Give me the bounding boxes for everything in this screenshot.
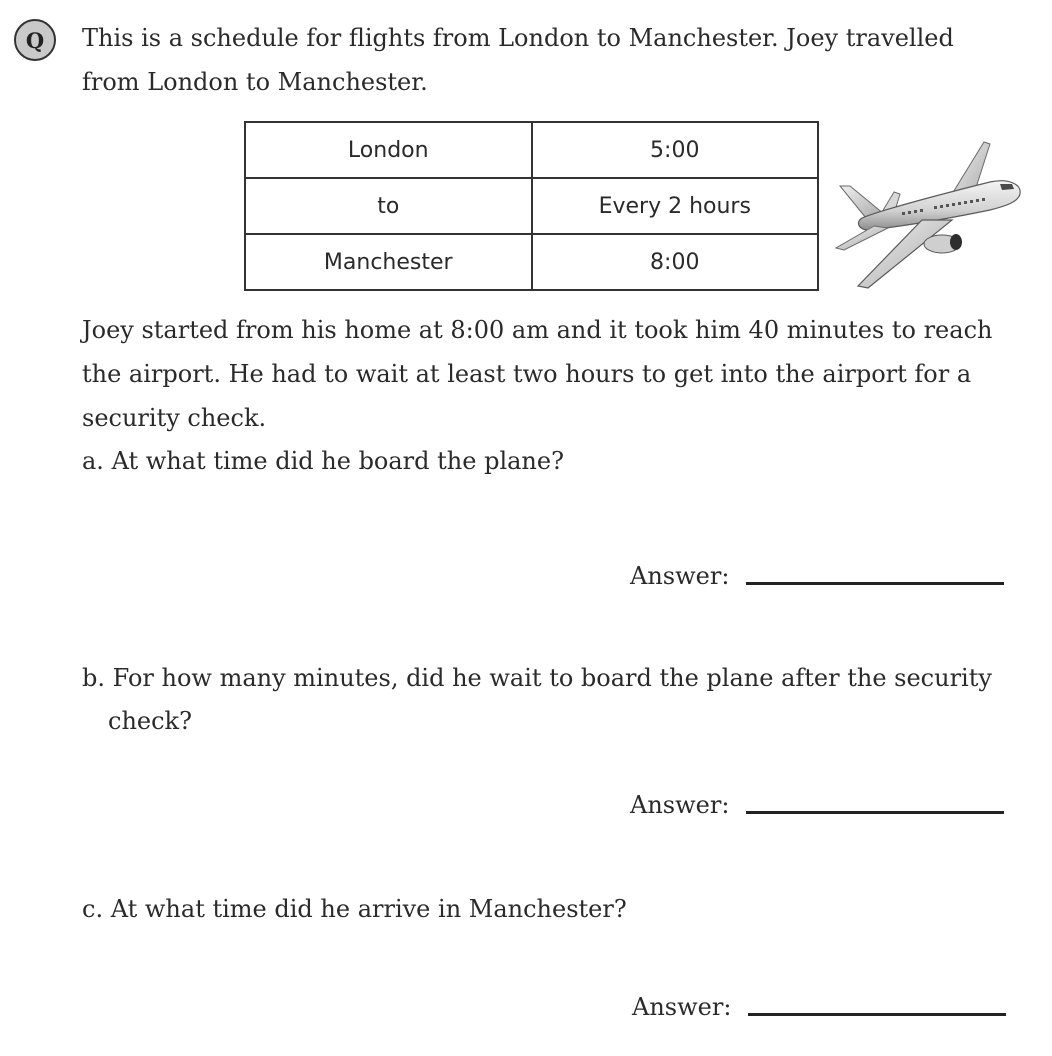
table-cell: Every 2 hours	[532, 178, 819, 234]
table-cell: Manchester	[245, 234, 532, 290]
table-row	[245, 122, 818, 178]
question-badge: Q	[14, 19, 56, 61]
table-cell: to	[245, 178, 532, 234]
table-cell: 8:00	[532, 234, 819, 290]
question-intro-line2: from London to Manchester.	[82, 68, 428, 96]
table-cell: 5:00	[532, 122, 819, 178]
answer-line-c[interactable]	[748, 1013, 1006, 1016]
question-a: a. At what time did he board the plane?	[82, 447, 564, 475]
table-cell: London	[245, 122, 532, 178]
airplane-icon	[822, 136, 1032, 296]
table-row	[245, 234, 818, 290]
question-c: c. At what time did he arrive in Manchester?	[82, 895, 627, 923]
answer-line-b[interactable]	[746, 811, 1004, 814]
question-b-line1: b. For how many minutes, did he wait to board the plane after the security	[82, 664, 992, 692]
answer-line-a[interactable]	[746, 582, 1004, 585]
story-line2: the airport. He had to wait at least two hours to get into the airport for a	[82, 360, 972, 388]
story-line3: security check.	[82, 404, 267, 432]
question-b-line2: check?	[108, 707, 192, 735]
answer-label-c: Answer:	[632, 993, 732, 1021]
question-intro-line1: This is a schedule for flights from London to Manchester. Joey travelled	[82, 24, 954, 52]
table-row	[245, 178, 818, 234]
answer-label-b: Answer:	[630, 791, 730, 819]
answer-label-a: Answer:	[630, 562, 730, 590]
story-line1: Joey started from his home at 8:00 am and it took him 40 minutes to reach	[82, 316, 993, 344]
flight-schedule-table	[244, 121, 819, 291]
